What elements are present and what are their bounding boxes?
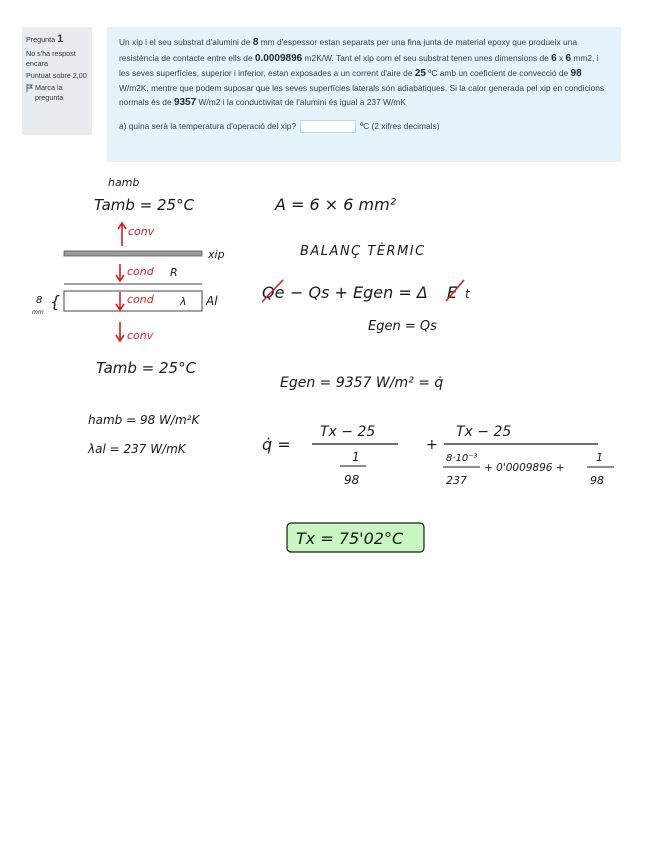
chip-layer bbox=[64, 251, 202, 256]
value-heat: 9357 bbox=[173, 96, 197, 108]
question-text: Un xip i el seu substrat d'alumini de 8 mm d'espessor estan separats per una fina junta de material epoxy que produeix una resistència de contacte entre ells de 0.0009896 m2K/W. Tant el xip com el seu substrat tenen unes dimensions de 6 x 6 mm2, i les seves superfícies, superior i inferior, estan exposades a un corrent d'aire de 25 ºC amb un coeficient de convecció de 98 W/m2K, mentre que podem suposar que les seves superfícies laterals són adiabàtiques. Si la calor generada pel xip en condicions normals és de 9357 W/m2 i la conductivitat de l'alumini és igual a 237 W/mK bbox=[119, 37, 605, 108]
note-chip-label: xip bbox=[208, 248, 225, 261]
arrow-cond-1-icon bbox=[116, 264, 124, 281]
note-al-label: Al bbox=[206, 294, 218, 308]
note-balance-rest: − Qs + Egen = Δ bbox=[290, 283, 428, 302]
note-hamb-label: hamb bbox=[108, 176, 140, 189]
answer-unit: ºC (2 xifres decimals) bbox=[360, 121, 440, 132]
note-cond-2: cond bbox=[127, 293, 154, 306]
value-dim-a: 6 bbox=[551, 52, 557, 64]
note-conv-bottom: conv bbox=[127, 329, 154, 342]
note-frac2-b-num: 1 bbox=[596, 451, 603, 464]
flag-label: Marca la pregunta bbox=[35, 83, 64, 102]
brace-icon: { bbox=[50, 292, 61, 311]
note-r-label: R bbox=[170, 266, 178, 279]
note-frac1-den-den: 98 bbox=[344, 473, 360, 487]
question-number-value: 1 bbox=[57, 33, 64, 45]
note-lambda-value: λal = 237 W/mK bbox=[88, 442, 186, 456]
note-balance-e: E bbox=[447, 283, 458, 302]
note-egen-value: Egen = 9357 W/m² = q̇ bbox=[280, 375, 444, 391]
note-frac2-b-den: 98 bbox=[590, 474, 604, 487]
question-status: No s'ha respost encara bbox=[26, 49, 76, 68]
note-lambda-label: λ bbox=[180, 295, 187, 308]
note-thickness-unit: mm bbox=[32, 309, 44, 316]
note-balance-title: BALANÇ TÈRMIC bbox=[300, 244, 426, 259]
arrow-conv-top-icon bbox=[118, 223, 126, 246]
note-conv-top: conv bbox=[128, 225, 155, 238]
value-dim-b: 6 bbox=[565, 52, 572, 64]
question-score: Puntuat sobre 2,00 bbox=[26, 71, 87, 81]
note-q-label: q̇ = bbox=[262, 435, 291, 454]
note-result: Tx = 75'02°C bbox=[296, 529, 404, 548]
value-air-temp: 25 bbox=[414, 68, 426, 79]
note-frac2-a-num: 8·10⁻³ bbox=[446, 453, 478, 464]
arrow-cond-2-icon bbox=[116, 292, 124, 310]
note-egen-eq: Egen = Qs bbox=[368, 319, 437, 334]
note-h-value: hamb = 98 W/m²K bbox=[88, 413, 200, 427]
note-frac2-a-den: 237 bbox=[446, 474, 467, 487]
note-tamb-top: Tamb = 25°C bbox=[94, 196, 195, 214]
note-balance-qe: Qe bbox=[262, 283, 285, 302]
note-frac1-den-num: 1 bbox=[352, 450, 360, 464]
value-resistance: 0.0009896 bbox=[254, 52, 303, 64]
note-cond-1: cond bbox=[127, 265, 154, 278]
question-label: Pregunta bbox=[26, 35, 56, 44]
note-area: A = 6 × 6 mm² bbox=[275, 195, 397, 214]
note-frac2-num: Tx − 25 bbox=[456, 424, 512, 440]
note-plus: + bbox=[426, 437, 438, 453]
note-frac2-mid: + 0'0009896 + bbox=[484, 462, 565, 474]
value-h-coef: 98 bbox=[570, 68, 582, 79]
arrow-conv-bottom-icon bbox=[116, 322, 124, 341]
note-thickness: 8 bbox=[36, 295, 43, 306]
note-frac1-num: Tx − 25 bbox=[320, 424, 376, 440]
note-balance-t: t bbox=[465, 287, 470, 301]
note-tamb-bottom: Tamb = 25°C bbox=[96, 359, 197, 377]
part-a-label: a) quina serà la temperatura d'operació del xip? bbox=[119, 121, 297, 132]
value-thickness: 8 bbox=[252, 37, 259, 48]
